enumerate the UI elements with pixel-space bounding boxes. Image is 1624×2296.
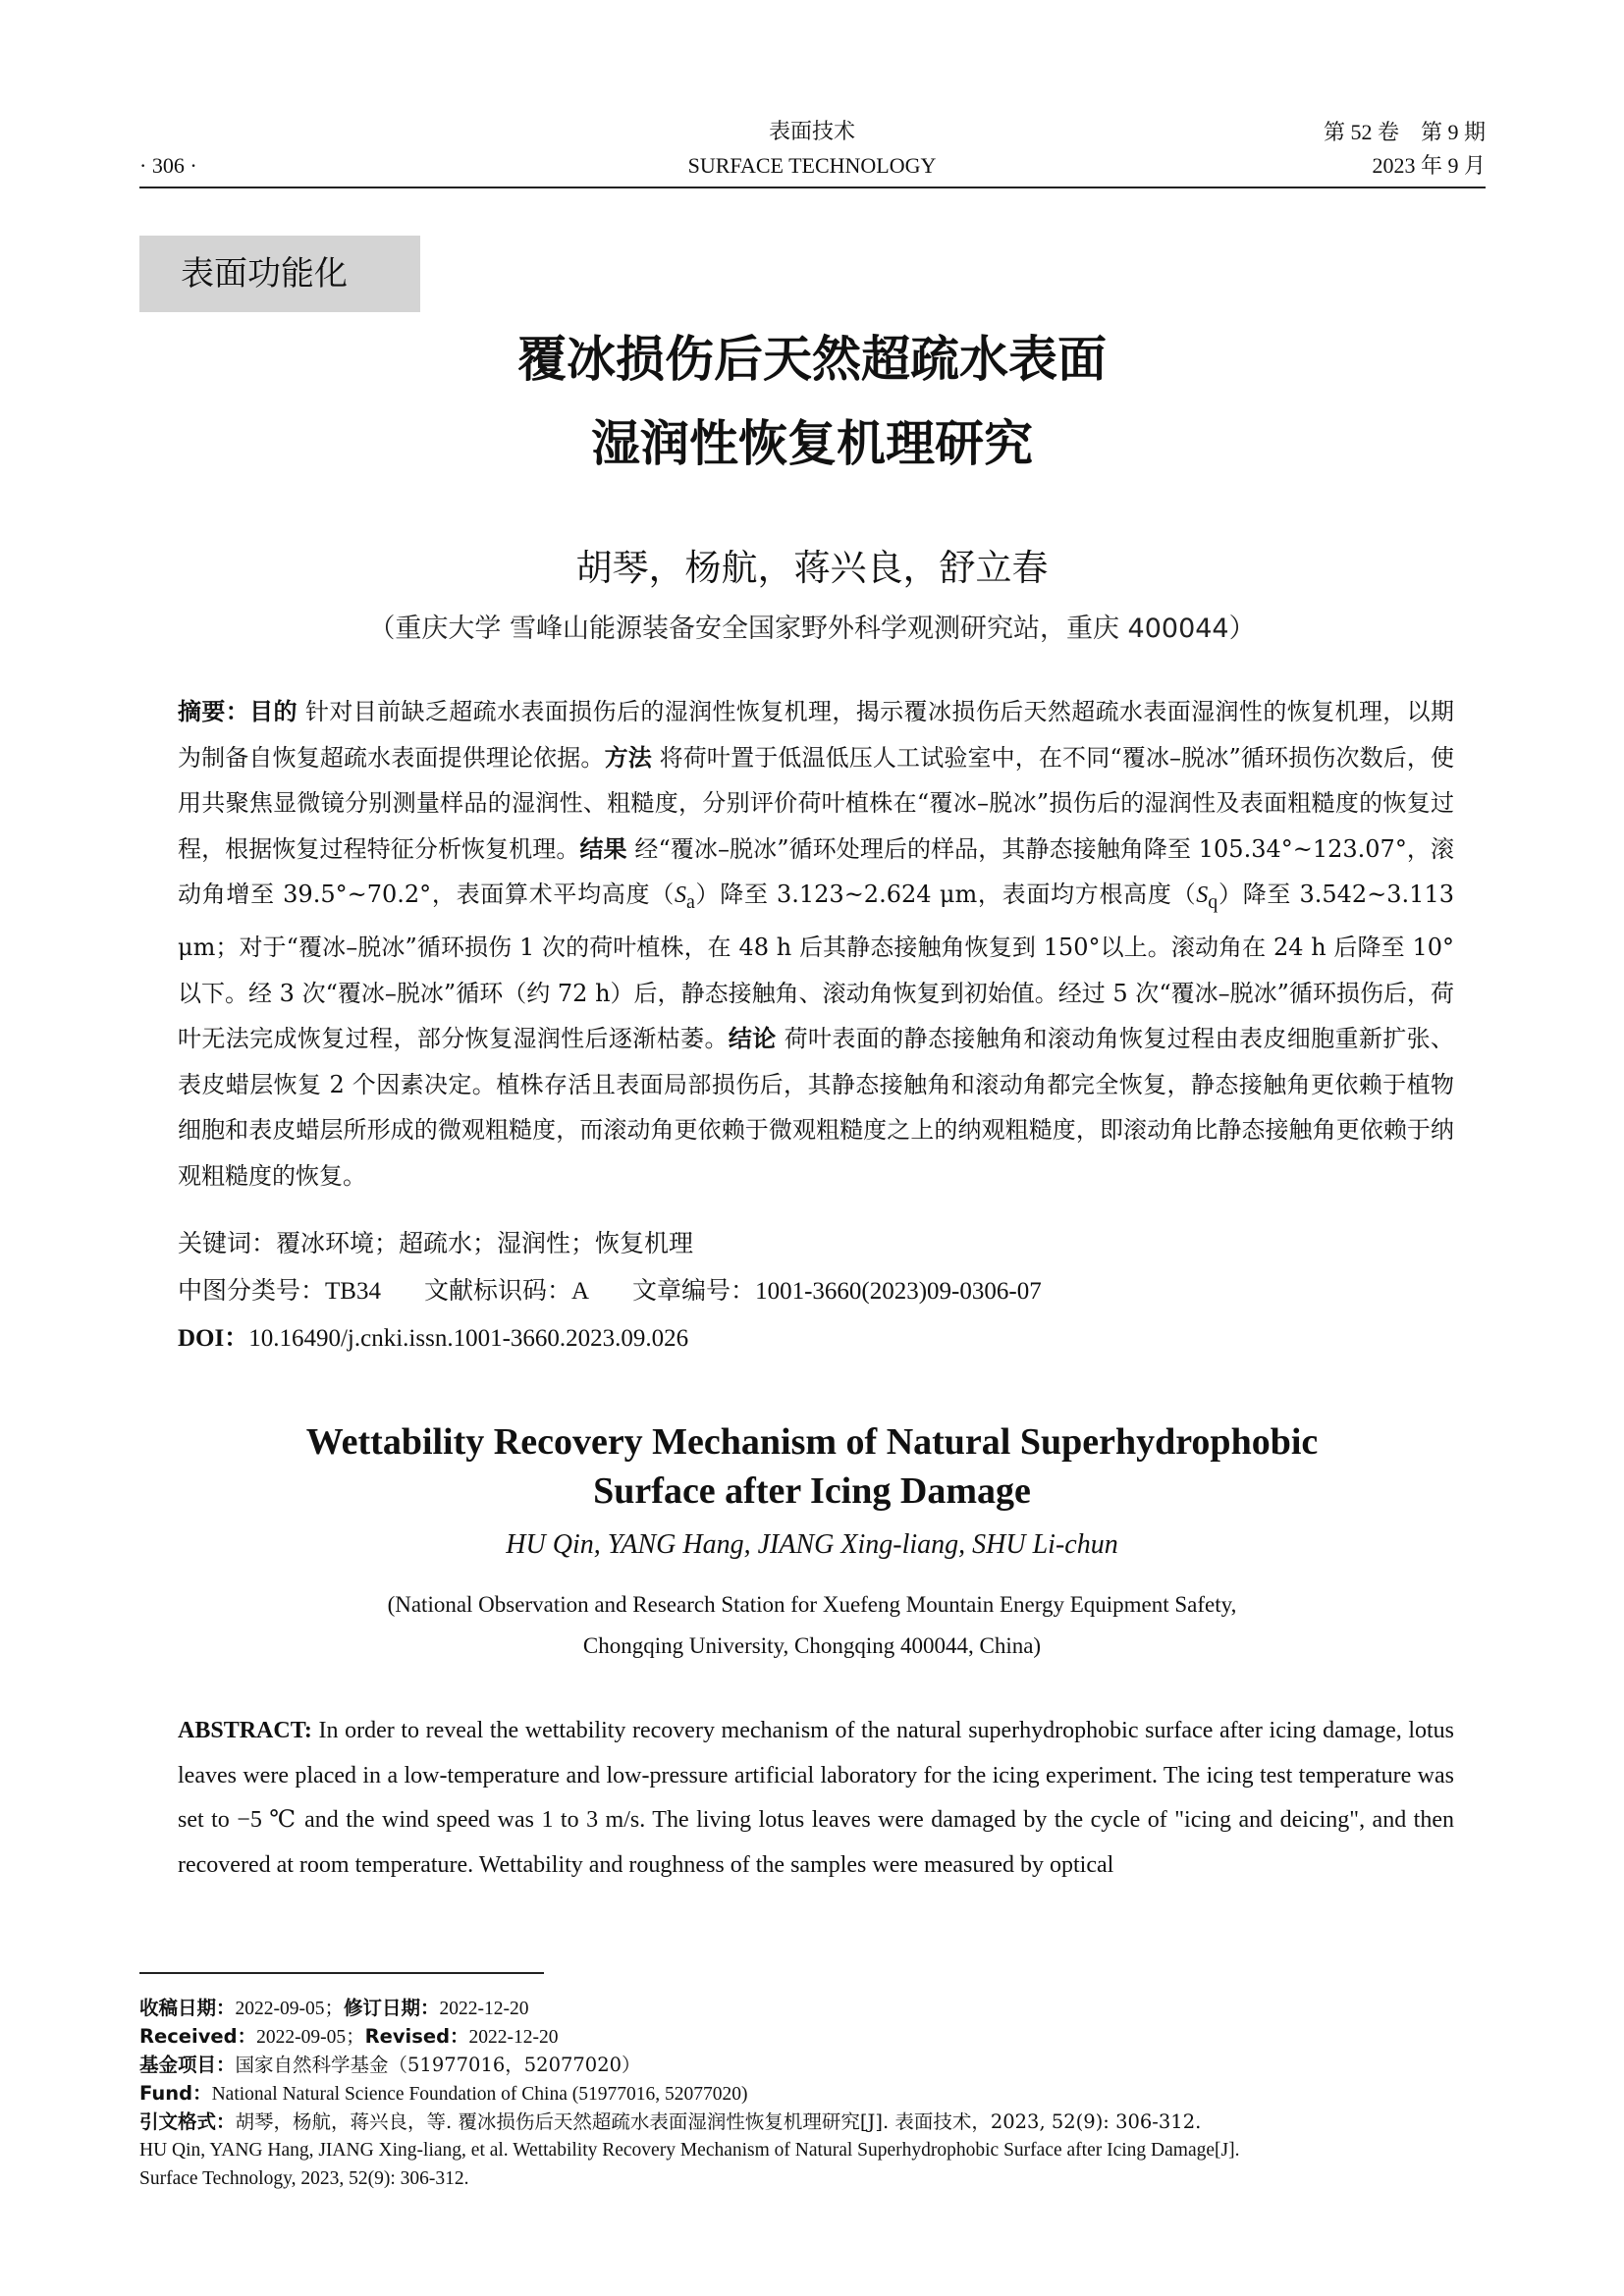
result-text-b: ）降至 3.123~2.624 μm，表面均方根高度（: [694, 881, 1197, 908]
author-2-family: YANG: [607, 1529, 677, 1560]
affiliation-zh: （重庆大学 雪峰山能源装备安全国家野外科学观测研究站，重庆 400044）: [368, 614, 1256, 644]
sa-subscript: a: [685, 890, 695, 913]
abstract-en-label: ABSTRACT:: [178, 1718, 312, 1743]
clc-label: 中图分类号：: [178, 1276, 326, 1305]
citation-zh-line: [139, 2108, 1486, 2136]
abstract-zh: [178, 689, 1454, 1199]
journal-name-en: SURFACE TECHNOLOGY: [687, 153, 937, 178]
title-en-line1: Wettability Recovery Mechanism of Natural Superhydrophobic: [305, 1421, 1319, 1463]
result-label: 结果: [579, 834, 627, 863]
author-1-given: Qin,: [545, 1529, 608, 1560]
affiliation-en-line2: Chongqing University, Chongqing 400044, China): [582, 1633, 1042, 1658]
received-zh-label: 收稿日期：: [139, 1997, 236, 2019]
method-text: 将荷叶置于低温低压人工试验室中，在不同“覆冰–脱冰”循环损伤次数后，使用共聚焦显微镜分别测量样品的湿润性、粗糙度，分别评价荷叶植株在“覆冰–脱冰”损伤后的湿润性及表面粗糙度的恢复过程，根据恢复过程特征分析恢复机理。: [178, 743, 1455, 863]
fund-en-value: National Natural Science Foundation of China (51977016, 52077020): [211, 2084, 748, 2105]
classification-line: [178, 1271, 1042, 1311]
received-zh-line: [139, 1994, 1486, 2023]
footnote-rule: [139, 1972, 544, 1974]
author-3-given: Xing-liang,: [834, 1529, 973, 1560]
doi-line: [178, 1318, 688, 1359]
citation-zh-label: 引文格式：: [139, 2110, 236, 2133]
revised-zh-label: 修订日期：: [344, 1997, 440, 2019]
keywords-value: 覆冰环境；超疏水；湿润性；恢复机理: [276, 1229, 694, 1257]
result-text-c: ）降至 3.542~3.113 μm；对于“覆冰–脱冰”循环损伤 1 次的荷叶植株，在 48 h 后其静态接触角恢复到 150°以上。滚动角在 24 h 后降至 10°以下。经 3 次“覆冰–脱冰”循环（约 72 h）后，静态接触角、滚动角恢复到初始值。经过 5 次“覆冰–脱冰”循环损伤后，荷叶无法完成恢复过程，部分恢复湿润性后逐渐枯萎。: [178, 881, 1454, 1053]
fund-en-line: [139, 2079, 1486, 2109]
fund-en-label: Fund：: [139, 2082, 212, 2105]
conclusion-label: 结论: [728, 1025, 777, 1053]
sa-symbol: S: [674, 882, 686, 908]
abstract-en-text: In order to reveal the wettability recovery mechanism of the natural superhydrophobic surface after icing damage, lotus leaves were placed in a low-temperature and low-pressure artificial laboratory for the icing experiment. The icing test temperature was set to −5 ℃ and the wind speed was 1 to 3 m/s. The living lotus leaves were damaged by the cycle of "icing and deicing", and then recovered at room temperature. Wettability and roughness of the samples were measured by optical: [178, 1718, 1455, 1879]
authors-zh: 胡琴，杨航，蒋兴良，舒立春: [575, 547, 1049, 589]
citation-en-line2: Surface Technology, 2023, 52(9): 306-312.: [139, 2168, 469, 2189]
authors-en: [0, 1529, 1624, 1561]
purpose-text: 针对目前缺乏超疏水表面损伤后的湿润性恢复机理，揭示覆冰损伤后天然超疏水表面湿润性的恢复机理，以期为制备自恢复超疏水表面提供理论依据。: [178, 698, 1455, 772]
citation-zh-value: 胡琴，杨航，蒋兴良，等. 覆冰损伤后天然超疏水表面湿润性恢复机理研究[J]. 表面技术，2023, 52(9): 306-312.: [235, 2110, 1202, 2133]
abstract-en: [178, 1709, 1454, 1889]
fund-zh-value: 国家自然科学基金（51977016，52077020）: [235, 2054, 641, 2076]
keywords-line: [178, 1224, 693, 1263]
article-number-value: 1001-3660(2023)09-0306-07: [755, 1278, 1042, 1305]
author-1-family: HU: [506, 1529, 546, 1560]
revised-en-label: Revised：: [364, 2025, 469, 2048]
method-label: 方法: [604, 743, 652, 772]
column-tag: 表面功能化: [139, 236, 420, 312]
conclusion-text: 荷叶表面的静态接触角和滚动角恢复过程由表皮细胞重新扩张、表皮蜡层恢复 2 个因素决定。植株存活且表面局部损伤后，其静态接触角和滚动角都完全恢复，静态接触角更依赖于植物细胞和表皮蜡层所形成的微观粗糙度，而滚动角更依赖于微观粗糙度之上的纳观粗糙度，即滚动角比静态接触角更依赖于纳观粗糙度的恢复。: [178, 1025, 1455, 1190]
doc-code-value: A: [570, 1278, 590, 1305]
citation-en-line1: HU Qin, YANG Hang, JIANG Xing-liang, et al. Wettability Recovery Mechanism of Natural Superhydrophobic Surface after Icing Damage[J].: [139, 2140, 1240, 2161]
page-number: · 306 ·: [139, 153, 197, 178]
fund-zh-label: 基金项目：: [139, 2054, 236, 2076]
revised-zh-value: 2022-12-20: [439, 1999, 529, 2019]
issue-date: 2023 年 9 月: [1372, 153, 1486, 178]
issue-volume: 第 52 卷 第 9 期: [1323, 120, 1486, 144]
title-zh-line2: 湿润性恢复机理研究: [591, 415, 1033, 472]
header-rule: [139, 187, 1486, 188]
revised-en-value: 2022-12-20: [468, 2027, 559, 2048]
article-number-label: 文章编号：: [632, 1276, 756, 1305]
sq-subscript: q: [1208, 890, 1218, 913]
title-zh-line1: 覆冰损伤后天然超疏水表面: [517, 331, 1107, 388]
doi-value: 10.16490/j.cnki.issn.1001-3660.2023.09.026: [248, 1325, 689, 1352]
received-en-value: 2022-09-05；: [256, 2027, 365, 2048]
doi-label: DOI：: [178, 1325, 249, 1352]
purpose-label: 目的: [249, 698, 298, 725]
title-en-line2: Surface after Icing Damage: [593, 1470, 1031, 1512]
author-2-given: Hang,: [676, 1529, 758, 1560]
fund-zh-line: [139, 2051, 1486, 2079]
author-3-family: JIANG: [757, 1529, 835, 1560]
author-4-family: SHU: [972, 1529, 1026, 1560]
received-zh-value: 2022-09-05；: [235, 1999, 345, 2019]
sq-symbol: S: [1196, 882, 1209, 908]
abstract-zh-label: 摘要：: [178, 698, 250, 725]
received-en-label: Received：: [139, 2025, 257, 2048]
author-4-given: Li-chun: [1025, 1529, 1118, 1560]
journal-name-zh: 表面技术: [768, 120, 855, 144]
clc-value: TB34: [325, 1278, 381, 1305]
doc-code-label: 文献标识码：: [423, 1276, 571, 1305]
affiliation-en-line1: (National Observation and Research Station for Xuefeng Mountain Energy Equipment Safety,: [387, 1592, 1237, 1617]
received-en-line: [139, 2022, 1486, 2052]
result-text-a: 经“覆冰–脱冰”循环处理后的样品，其静态接触角降至 105.34°~123.07°，滚动角增至 39.5°~70.2°，表面算术平均高度（: [178, 834, 1454, 908]
keywords-label: 关键词：: [178, 1229, 277, 1257]
